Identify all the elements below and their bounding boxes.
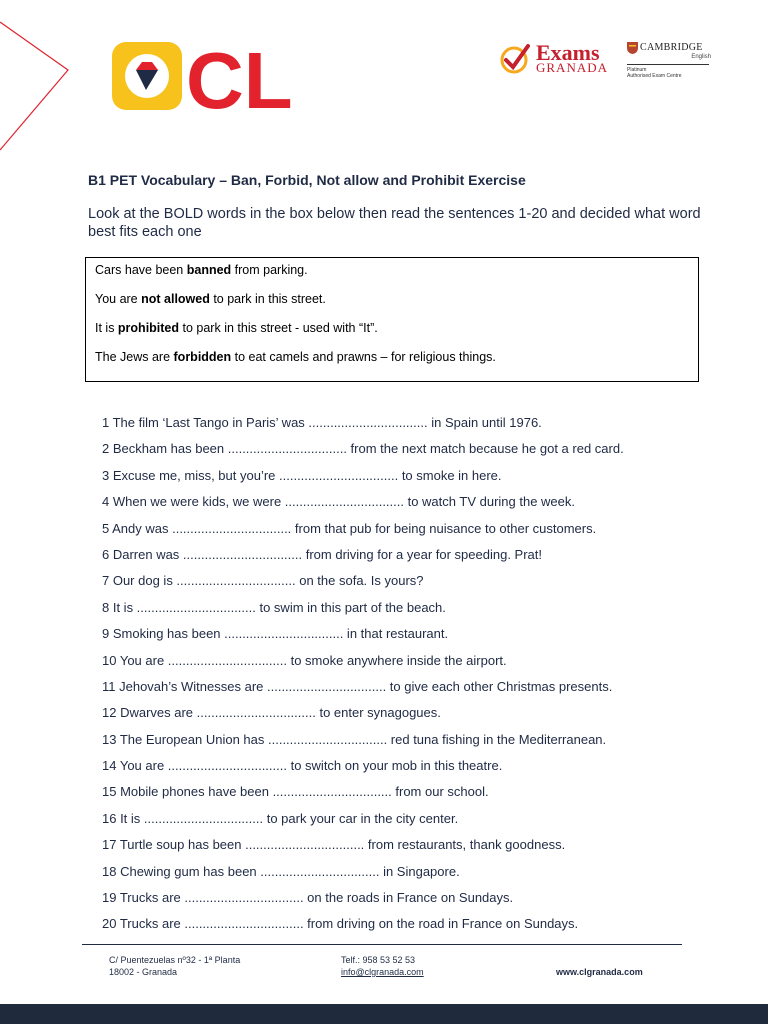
bottom-bar bbox=[0, 1004, 768, 1024]
question-item: 4 When we were kids, we were ................................. to watch TV during the week. bbox=[102, 494, 576, 510]
question-item: 3 Excuse me, miss, but you’re ................................. to smoke in here. bbox=[102, 467, 502, 483]
question-item: 6 Darren was ................................. from driving for a year for speeding. Prat! bbox=[102, 546, 542, 562]
footer-website-link[interactable]: www.clgranada.com bbox=[556, 967, 643, 977]
footer-email-link[interactable]: info@clgranada.com bbox=[341, 967, 424, 977]
granada-word: GRANADA bbox=[536, 60, 608, 75]
cambridge-english-word: English bbox=[691, 54, 711, 60]
question-item: 17 Turtle soup has been ................................. from restaurants, thank goodness. bbox=[102, 837, 566, 853]
example-line-4: The Jews are forbidden to eat camels and prawns – for religious things. bbox=[95, 350, 496, 364]
instructions: Look at the BOLD words in the box below then read the sentences 1-20 and decided what word best fits each one bbox=[88, 206, 701, 240]
exams-granada-logo bbox=[498, 40, 616, 76]
cambridge-logo bbox=[627, 42, 711, 82]
question-item: 1 The film ‘Last Tango in Paris’ was ................................. in Spain until 1976. bbox=[102, 415, 542, 430]
question-item: 8 It is ................................. to swim in this part of the beach. bbox=[102, 599, 446, 615]
question-item: 15 Mobile phones have been ................................. from our school. bbox=[102, 784, 489, 800]
question-item: 12 Dwarves are ................................. to enter synagogues. bbox=[102, 705, 441, 721]
question-item: 18 Chewing gum has been ................................. in Singapore. bbox=[102, 863, 460, 879]
cambridge-level: Platinum bbox=[627, 67, 647, 73]
cl-logo-text: CL bbox=[186, 42, 293, 112]
footer-address-line-1: C/ Puentezuelas nº32 - 1ª Planta bbox=[109, 955, 241, 965]
example-line-3: It is prohibited to park in this street - used with “It”. bbox=[95, 321, 378, 335]
corner-decoration bbox=[0, 0, 80, 160]
examples-box bbox=[85, 257, 699, 382]
question-item: 10 You are ................................. to smoke anywhere inside the airport. bbox=[102, 652, 507, 668]
question-list bbox=[102, 414, 624, 942]
cl-logo bbox=[112, 42, 312, 117]
question-item: 16 It is ................................. to park your car in the city center. bbox=[102, 810, 459, 826]
cambridge-divider bbox=[627, 64, 709, 65]
footer-address-line-2: 18002 - Granada bbox=[109, 967, 178, 977]
question-item: 7 Our dog is ................................. on the sofa. Is yours? bbox=[102, 573, 424, 589]
footer-divider bbox=[82, 944, 682, 945]
footer-phone: Telf.: 958 53 52 53 bbox=[341, 955, 416, 965]
exams-word: Exams bbox=[536, 40, 600, 65]
cambridge-centre: Authorised Exam Centre bbox=[627, 73, 682, 79]
cambridge-word: CAMBRIDGE bbox=[640, 42, 703, 53]
question-item: 19 Trucks are ................................. on the roads in France on Sundays. bbox=[102, 890, 514, 906]
shield-icon bbox=[627, 42, 638, 54]
example-line-2: You are not allowed to park in this street. bbox=[95, 292, 326, 306]
question-item: 13 The European Union has ................................. red tuna fishing in the Mediterranean. bbox=[102, 731, 607, 747]
question-item: 5 Andy was ................................. from that pub for being nuisance to other customers. bbox=[102, 520, 597, 536]
checkmark-icon bbox=[498, 42, 532, 76]
question-item: 20 Trucks are ................................. from driving on the road in France on Sundays. bbox=[102, 916, 579, 932]
page-title: B1 PET Vocabulary – Ban, Forbid, Not allow and Prohibit Exercise bbox=[88, 172, 526, 188]
question-item: 14 You are ................................. to switch on your mob in this theatre. bbox=[102, 758, 503, 774]
example-line-1: Cars have been banned from parking. bbox=[95, 263, 308, 277]
question-item: 9 Smoking has been ................................. in that restaurant. bbox=[102, 626, 449, 642]
question-item: 2 Beckham has been ................................. from the next match because he got a red card. bbox=[102, 441, 624, 457]
question-item: 11 Jehovah’s Witnesses are ................................. to give each other Christmas presents. bbox=[102, 678, 613, 694]
